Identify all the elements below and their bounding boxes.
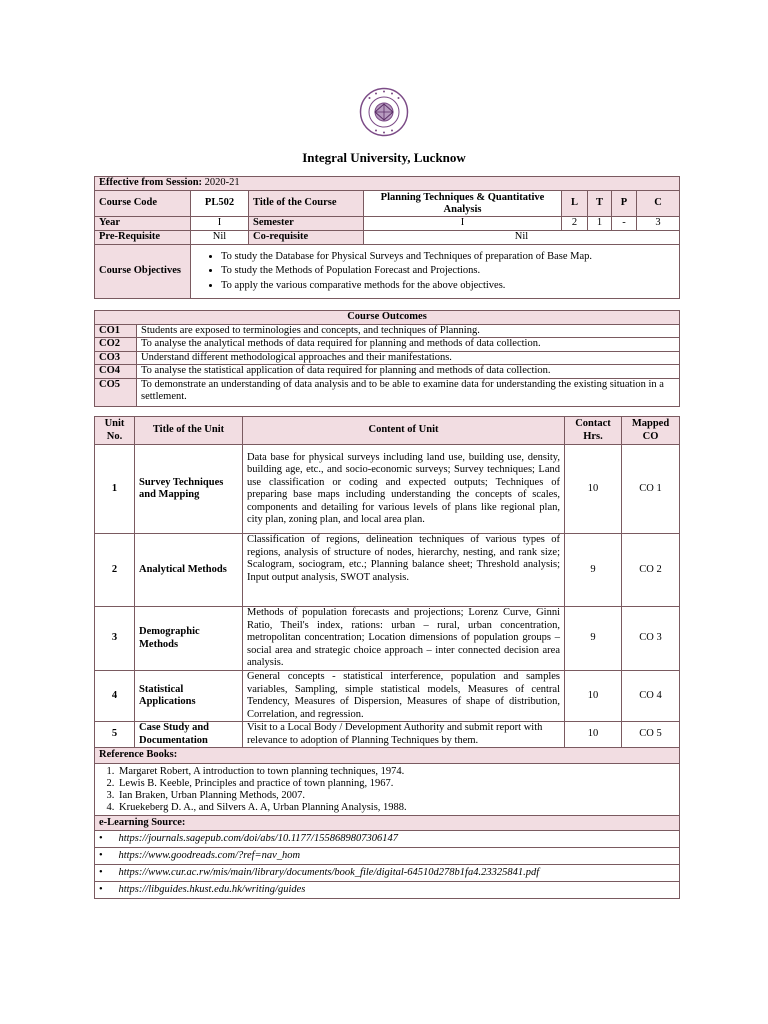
l-value: 2	[562, 217, 588, 231]
elearning-row: • https://libguides.hkust.edu.hk/writing/guides	[95, 882, 680, 899]
coreq-value: Nil	[364, 231, 680, 245]
reference-item: 2. Lewis B. Keeble, Principles and practice of town planning, 1967.	[117, 778, 675, 790]
unit-no: 3	[95, 607, 135, 671]
elearning-link[interactable]: https://libguides.hkust.edu.hk/writing/guides	[118, 883, 306, 895]
course-code-label: Course Code	[95, 191, 191, 217]
unit-hours: 10	[565, 671, 622, 722]
unit-content: Classification of regions, delineation techniques of various types of regions, analysis of structure of nodes, hierarchy, nesting, and rank size; Scalogram, sociogram, etc.; Planning balance sheet; Threshold analysis; Input output analysis, SWOT analysis.	[243, 534, 565, 607]
course-code-value: PL502	[191, 191, 249, 217]
elearning-link[interactable]: https://www.goodreads.com/?ref=nav_hom	[118, 849, 301, 861]
reference-item: 3. Ian Braken, Urban Planning Methods, 2007.	[117, 790, 675, 802]
unit-co: CO 5	[622, 722, 680, 748]
table-row	[95, 722, 680, 748]
unit-no: 4	[95, 671, 135, 722]
c-header: C	[637, 191, 680, 217]
unit-hours: 10	[565, 445, 622, 534]
elearning-link[interactable]: https://www.cur.ac.rw/mis/main/library/documents/book_file/digital-64510d278b1fa4.23325841.pdf	[118, 866, 540, 878]
unit-content: Data base for physical surveys including land use, building use, density, building age, etc., and socio-economic surveys; Survey techniques; Land use classification or coding and expected outputs; Techniques of preparing base maps including understanding the concepts of scales, components and detailing for various levels of plans like regional plan, city plan, zoning plan, and local area plan.	[243, 445, 565, 534]
coreq-label: Co-requisite	[249, 231, 364, 245]
unit-title: Analytical Methods	[135, 534, 243, 607]
unit-title-header: Title of the Unit	[135, 417, 243, 445]
objective-item: • To study the Database for Physical Surveys and Techniques of preparation of Base Map.	[221, 250, 675, 265]
mapped-co-header: Mapped CO	[622, 417, 680, 445]
unit-title: Statistical Applications	[135, 671, 243, 722]
year-value: I	[191, 217, 249, 231]
outcome-text: To demonstrate an understanding of data analysis and to be able to examine data for understanding the existing situation in a settlement.	[137, 378, 680, 406]
contact-hrs-header: Contact Hrs.	[565, 417, 622, 445]
p-value: -	[612, 217, 637, 231]
outcome-text: Students are exposed to terminologies and concepts, and techniques of Planning.	[137, 324, 680, 338]
outcome-code: CO5	[95, 378, 137, 406]
outcome-text: To analyse the statistical application of data required for planning and methods of data collection.	[137, 365, 680, 379]
table-row	[95, 445, 680, 534]
unit-co: CO 4	[622, 671, 680, 722]
university-seal-icon	[359, 87, 409, 137]
unit-no: 2	[95, 534, 135, 607]
unit-co: CO 2	[622, 534, 680, 607]
l-header: L	[562, 191, 588, 217]
elearning-link[interactable]: https://journals.sagepub.com/doi/abs/10.1177/1558689807306147	[118, 832, 398, 844]
semester-label: Semester	[249, 217, 364, 231]
unit-content: General concepts - statistical interference, population and samples variables, Sampling, simple statistical models, Measures of central Tendency, Measures of Dispersion, Measures of shape of distribution, Correlation, and regression.	[243, 671, 565, 722]
objectives-cell	[191, 245, 680, 299]
reference-item: 4. Kruekeberg D. A., and Silvers A. A, Urban Planning Analysis, 1988.	[117, 802, 675, 814]
prereq-label: Pre-Requisite	[95, 231, 191, 245]
t-value: 1	[588, 217, 612, 231]
reference-heading: Reference Books:	[95, 748, 680, 764]
unit-hours: 9	[565, 607, 622, 671]
session-row	[95, 177, 680, 191]
unit-content-header: Content of Unit	[243, 417, 565, 445]
session-value: 2020-21	[204, 177, 240, 189]
outcome-text: Understand different methodological approaches and their manifestations.	[137, 351, 680, 365]
semester-value: I	[364, 217, 562, 231]
elearning-heading: e-Learning Source:	[95, 816, 680, 831]
university-name: Integral University, Lucknow	[302, 150, 466, 165]
units-table	[94, 416, 680, 899]
objective-item: • To study the Methods of Population Forecast and Projections.	[221, 264, 675, 279]
course-title-value: Planning Techniques & Quantitative Analysis	[364, 191, 562, 217]
elearning-row: • https://www.goodreads.com/?ref=nav_hom	[95, 848, 680, 865]
year-label: Year	[95, 217, 191, 231]
objective-item: • To apply the various comparative methods for the above objectives.	[221, 279, 675, 294]
prereq-value: Nil	[191, 231, 249, 245]
course-title-label: Title of the Course	[249, 191, 364, 217]
unit-title: Demographic Methods	[135, 607, 243, 671]
reference-item: 1. Margaret Robert, A introduction to town planning techniques, 1974.	[117, 766, 675, 778]
unit-no: 5	[95, 722, 135, 748]
elearning-row: • https://www.cur.ac.rw/mis/main/library/documents/book_file/digital-64510d278b1fa4.23325841.pdf	[95, 865, 680, 882]
t-header: T	[588, 191, 612, 217]
outcome-code: CO1	[95, 324, 137, 338]
outcome-text: To analyse the analytical methods of data required for planning and methods of data collection.	[137, 338, 680, 352]
unit-content: Visit to a Local Body / Development Authority and submit report with relevance to adoption of Planning Techniques by them.	[243, 722, 565, 748]
unit-co: CO 1	[622, 445, 680, 534]
session-label: Effective from Session:	[99, 177, 203, 189]
table-row	[95, 607, 680, 671]
table-row	[95, 534, 680, 607]
unit-hours: 9	[565, 534, 622, 607]
unit-content: Methods of population forecasts and projections; Lorenz Curve, Ginni Ratio, Theil's index, rations: urban – rural, urban concentration, metropolitan concentration; Location dimensions of population groups – social area and strategic choice approach – inter connected decision area analysis.	[243, 607, 565, 671]
elearning-row: • https://journals.sagepub.com/doi/abs/10.1177/1558689807306147	[95, 831, 680, 848]
reference-list-cell	[95, 764, 680, 816]
unit-title: Case Study and Documentation	[135, 722, 243, 748]
unit-no-header: Unit No.	[95, 417, 135, 445]
unit-hours: 10	[565, 722, 622, 748]
unit-no: 1	[95, 445, 135, 534]
outcomes-heading: Course Outcomes	[95, 311, 680, 325]
table-row	[95, 671, 680, 722]
course-outcomes-table	[94, 310, 680, 407]
outcome-code: CO3	[95, 351, 137, 365]
objectives-label: Course Objectives	[95, 245, 191, 299]
outcome-code: CO2	[95, 338, 137, 352]
p-header: P	[612, 191, 637, 217]
outcome-code: CO4	[95, 365, 137, 379]
course-info-table	[94, 176, 680, 299]
c-value: 3	[637, 217, 680, 231]
unit-co: CO 3	[622, 607, 680, 671]
unit-title: Survey Techniques and Mapping	[135, 445, 243, 534]
